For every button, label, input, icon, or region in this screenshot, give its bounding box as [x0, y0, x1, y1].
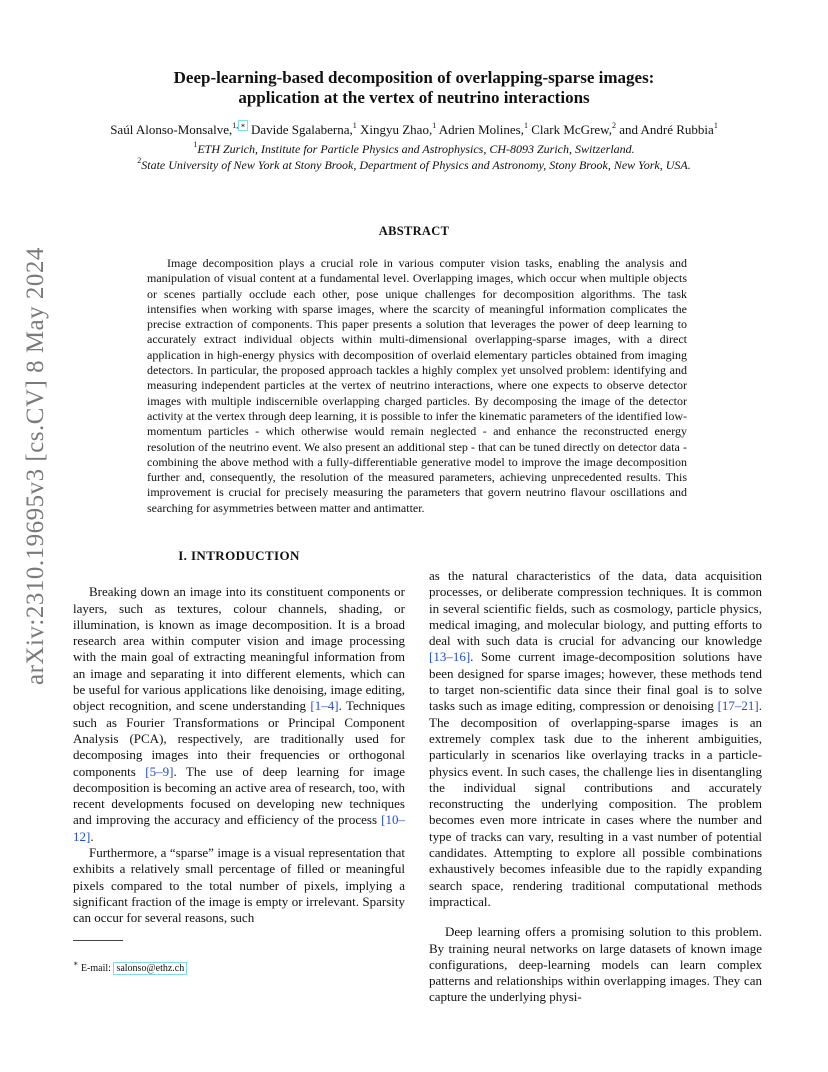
paragraph-text: . The use of deep learning for image decomposition is becoming an active area of research, too, with recent developments focused on developing new techniques and improving the accuracy and efficiency of the process [73, 763, 405, 828]
paragraph [73, 584, 405, 845]
affiliation-marker: 2 [611, 120, 616, 130]
paragraph-text: as the natural characteristics of the data, data acquisition processes, or deliberate compression techniques. It is common in several scientific fields, such as cosmology, particle physics, medical imaging, and molecular biology, and putting efforts to deal with such data is crucial for advancing our knowledge [429, 568, 762, 649]
footnote [73, 958, 187, 974]
paper-title [0, 68, 828, 108]
arxiv-identifier-stamp: arXiv:2310.19695v3 [cs.CV] 8 May 2024 [22, 247, 49, 685]
paragraph: Deep learning offers a promising solution to this problem. By training neural networks on large datasets of known image configurations, deep-learning models can learn complex patterns and relationships within overlapping images. They can capture the underlying physi- [429, 924, 762, 1005]
affiliation-1 [0, 142, 828, 157]
paragraph: Furthermore, a “sparse” image is a visual representation that exhibits a relatively small percentage of filled or meaningful pixels compared to the total number of pixels, implying a significant fraction of the image is empty or irrelevant. Sparsity can occur for several reasons, such [73, 845, 405, 926]
author-name: Adrien Molines, [438, 122, 524, 137]
citation-link[interactable]: [13–16] [429, 649, 471, 665]
affiliation-marker: 1 [713, 120, 718, 130]
affiliation-2 [0, 158, 828, 173]
author-name: and André Rubbia [619, 122, 714, 137]
citation-link[interactable]: [17–21] [717, 698, 759, 714]
footnote-link[interactable]: ∗ [240, 120, 246, 130]
affiliation-marker: 1 [352, 120, 357, 130]
affiliation-marker: 1, [232, 120, 239, 130]
affiliation-text: ETH Zurich, Institute for Particle Physics and Astrophysics, CH-8093 Zurich, Switzerland. [197, 142, 635, 156]
email-link[interactable]: salonso@ethz.ch [113, 962, 187, 975]
footnote-label: E-mail: [80, 963, 111, 974]
paragraph-text: . The decomposition of overlapping-sparse images is an extremely complex task due to the inherent ambiguities, particularly in scenarios like overlaying tracks in a particle-physics event. In such cases, the challenge lies in disentangling the individual signal contributions and accurately reconstructing the underlying composition. The problem becomes even more intricate in cases where the number and type of tracks can vary, resulting in a vast number of potential candidates. Attempting to explore all possible combinations exhaustively becomes infeasible due to the rapidly expanding search space, rendering traditional computational methods impractical. [429, 698, 762, 909]
paragraph-text: . [90, 828, 94, 844]
affiliation-text: State University of New York at Stony Brook, Department of Physics and Astronomy, Stony Brook, New York, USA. [141, 158, 691, 172]
citation-link[interactable]: [5–9] [145, 763, 174, 779]
citation-link[interactable]: [1–4] [310, 698, 339, 714]
right-column [429, 568, 762, 1006]
left-column [73, 548, 405, 927]
author-name: Saúl Alonso-Monsalve, [110, 122, 233, 137]
abstract-heading: ABSTRACT [378, 224, 450, 238]
affiliation-marker: 1 [432, 120, 437, 130]
footnote-mark: ∗ [73, 958, 79, 968]
author-name: Xingyu Zhao, [359, 122, 433, 137]
author-name: Clark McGrew, [531, 122, 612, 137]
affiliation-number: 1 [193, 140, 198, 149]
author-list [0, 122, 828, 138]
citation-link[interactable]: [10–12] [73, 812, 405, 844]
section-heading: I. INTRODUCTION [178, 548, 300, 563]
affiliation-number: 2 [137, 156, 142, 165]
abstract-body: Image decomposition plays a crucial role in various computer vision tasks, enabling the analysis and manipulation of visual content at a fundamental level. Overlapping images, which occur when multiple objects or scenes partially occlude each other, pose unique challenges for decomposition algorithms. The task intensifies when working with sparse images, where the scarcity of meaningful information complicates the precise extraction of components. This paper presents a solution that leverages the power of deep learning to accurately extract individual objects within multi-dimensional overlapping-sparse images, with a direct application in high-energy physics with decomposition of overlaid elementary particles obtained from imaging detectors. In particular, the proposed approach tackles a highly complex yet unsolved problem: identifying and measuring independent particles at the vertex of neutrino interactions, where one expects to observe detector images with multiple indiscernible overlapping charged particles. By decomposing the image of the detector activity at the vertex through deep learning, it is possible to infer the kinematic parameters of the identified low-momentum particles - which otherwise would remain neglected - and enhance the reconstructed energy resolution of the neutrino event. We also present an additional step - that can be tuned directly on detector data - combining the above method with a fully-differentiable generative model to improve the image decomposition further and, consequently, the resolution of the measured parameters, achieving unprecedented results. This improvement is crucial for precisely measuring the parameters that govern neutrino flavour oscillations and searching for asymmetries between matter and antimatter. [147, 256, 687, 515]
paragraph-text: . Some current image-decomposition solutions have been designed for sparse images; however, these methods tend to target non-scientific data since their final goal is to solve tasks such as image editing, compression or denoising [429, 649, 762, 714]
paragraph-text: Breaking down an image into its constituent components or layers, such as textures, colour channels, shading, or illumination, is known as image decomposition. It is a broad research area within computer vision and image processing with the main goal of extracting meaningful information from an image and separating it into different elements, which can be useful for various applications like denoising, image editing, object recognition, and scene understanding [73, 584, 405, 714]
title-line-2: application at the vertex of neutrino interactions [238, 88, 590, 107]
title-line-1: Deep-learning-based decomposition of overlapping-sparse images: [173, 68, 655, 87]
footnote-rule [73, 940, 123, 941]
affiliation-marker: 1 [523, 120, 528, 130]
author-name: Davide Sgalaberna, [250, 122, 353, 137]
paragraph-text: . Techniques such as Fourier Transformations or Principal Component Analysis (PCA), respectively, are traditionally used for decomposing images into their frequencies or orthogonal components [73, 698, 406, 779]
paragraph [429, 568, 762, 910]
